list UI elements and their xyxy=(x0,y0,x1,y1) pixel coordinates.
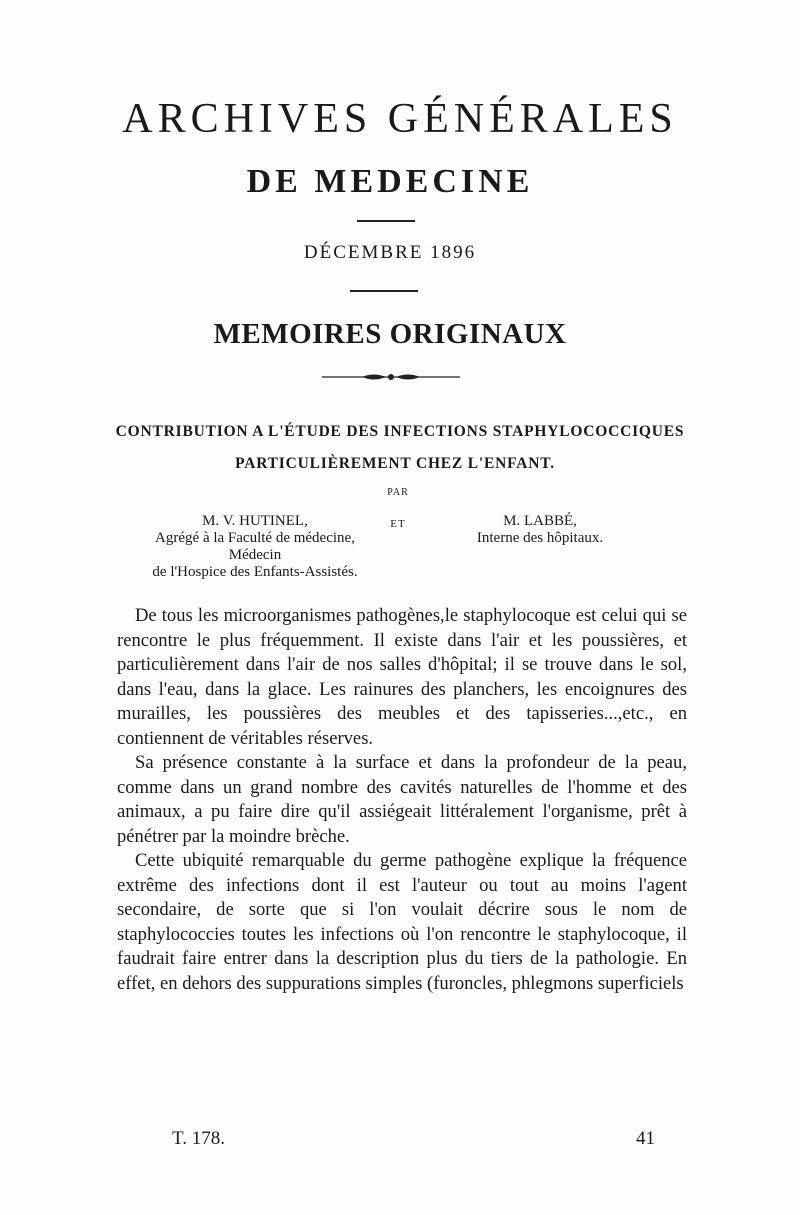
divider-rule xyxy=(350,290,418,292)
author-labbe xyxy=(440,513,640,547)
paragraph: De tous les microorganismes pathogènes,le staphylocoque est celui qui se rencontre le plus fréquemment. Il existe dans l'air et les poussières, et particulièrement dans l'air de nos salles d'hôpital; il se trouve dans le sol, dans l'eau, dans la glace. Les rainures des planchers, les encoignures des murailles, les poussières des meubles et des tapisseries...,etc., en contiennent de véritables réserves. xyxy=(117,605,687,749)
author-affiliation: Médecin xyxy=(228,547,282,563)
article-body xyxy=(117,604,687,996)
ornament-divider xyxy=(322,370,460,384)
journal-title: ARCHIVES GÉNÉRALES xyxy=(122,96,678,142)
byline-par: PAR xyxy=(387,487,409,498)
page-number: 41 xyxy=(636,1128,655,1149)
author-hutinel xyxy=(120,513,390,581)
journal-subtitle: DE MEDECINE xyxy=(246,163,534,200)
author-name: M. V. HUTINEL, xyxy=(202,513,308,529)
paragraph: Cette ubiquité remarquable du germe pathogène explique la fréquence extrême des infections dont il est l'auteur ou tout au moins l'agent secondaire, de sorte que si l'on voulait décrire sous le nom de staphylococcies toutes les infections où l'on rencontre le staphylocoque, il faudrait faire entrer dans la description plus du tiers de la pathologie. En effet, en dehors des suppurations simples (furoncles, phlegmons superficiels xyxy=(117,850,687,994)
author-name: M. LABBÉ, xyxy=(503,513,577,529)
author-affiliation: Interne des hôpitaux. xyxy=(476,530,604,546)
article-title: CONTRIBUTION A L'ÉTUDE DES INFECTIONS STAPHYLOCOCCIQUES xyxy=(115,423,685,440)
section-heading: MEMOIRES ORIGINAUX xyxy=(213,318,567,350)
volume-number: T. 178. xyxy=(172,1128,225,1149)
paragraph: Sa présence constante à la surface et dans la profondeur de la peau, comme dans un grand nombre des cavités naturelles de l'homme et des animaux, a pu faire dire qu'il assiégeait littéralement l'organisme, prêt à pénétrer par la moindre brèche. xyxy=(117,752,687,847)
author-affiliation: de l'Hospice des Enfants-Assistés. xyxy=(152,564,358,580)
issue-date: DÉCEMBRE 1896 xyxy=(303,242,477,263)
author-conjunction: ET xyxy=(390,518,406,530)
article-title-continued: PARTICULIÈREMENT CHEZ L'ENFANT. xyxy=(235,455,555,472)
divider-rule xyxy=(357,220,415,222)
author-affiliation: Agrégé à la Faculté de médecine, xyxy=(155,530,355,546)
